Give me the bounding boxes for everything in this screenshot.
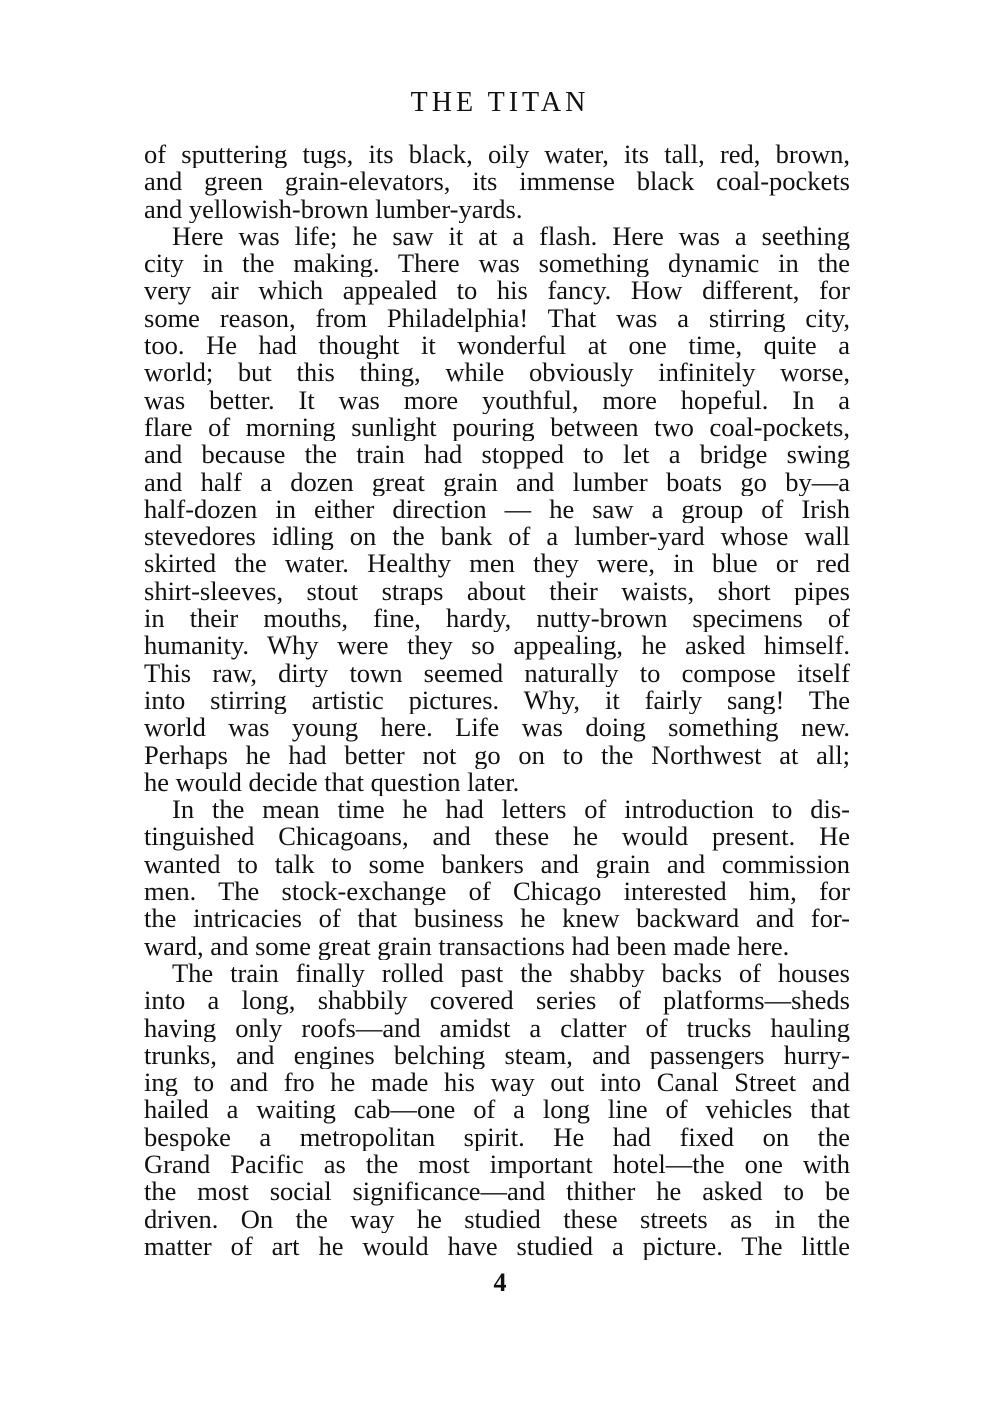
text-line: the most social significance—and thither he asked to be: [144, 1178, 850, 1206]
text-line: having only roofs—and amidst a clatter of trucks hauling: [144, 1014, 850, 1042]
text-line: too. He had thought it wonderful at one time, quite a: [144, 332, 850, 360]
text-line: wanted to talk to some bankers and grain and commission: [144, 850, 850, 879]
text-line: driven. On the way he studied these streets as in the: [144, 1205, 850, 1233]
text-line: ing to and fro he made his way out into Canal Street and: [144, 1069, 850, 1097]
text-line: ward, and some great grain transactions had been made here.: [144, 932, 790, 960]
body-text: [144, 141, 850, 1260]
text-line: shirt-sleeves, stout straps about their waists, short pipes: [144, 577, 850, 606]
text-line: Grand Pacific as the most important hotel—the one with: [144, 1150, 850, 1179]
text-line: world was young here. Life was doing something new.: [144, 714, 850, 742]
text-line: tinguished Chicagoans, and these he would present. He: [144, 823, 850, 851]
text-line: Perhaps he had better not go on to the Northwest at all;: [144, 741, 850, 769]
text-line: some reason, from Philadelphia! That was a stirring city,: [144, 304, 850, 333]
text-line: This raw, dirty town seemed naturally to compose itself: [144, 659, 850, 687]
text-line: and because the train had stopped to let a bridge swing: [144, 441, 850, 469]
text-line: half-dozen in either direction — he saw a group of Irish: [144, 495, 850, 524]
text-line: of sputtering tugs, its black, oily water, its tall, red, brown,: [144, 141, 850, 169]
text-line: into a long, shabbily covered series of platforms—sheds: [144, 987, 850, 1015]
text-line: trunks, and engines belching steam, and passengers hurry-: [144, 1041, 850, 1070]
page-number: 4: [493, 1268, 507, 1297]
text-line: skirted the water. Healthy men they were, in blue or red: [144, 550, 850, 578]
text-line: matter of art he would have studied a picture. The little: [144, 1232, 850, 1261]
text-line: bespoke a metropolitan spirit. He had fixed on the: [144, 1123, 850, 1151]
text-line: and green grain-elevators, its immense black coal-pockets: [144, 168, 850, 196]
text-line: hailed a waiting cab—one of a long line of vehicles that: [144, 1096, 850, 1124]
text-line: The train finally rolled past the shabby backs of houses: [172, 959, 850, 988]
text-line: world; but this thing, while obviously infinitely worse,: [144, 359, 850, 387]
text-line: and half a dozen great grain and lumber boats go by—a: [144, 468, 850, 496]
text-line: in their mouths, fine, hardy, nutty-brown specimens of: [144, 605, 850, 633]
text-line: and yellowish-brown lumber-yards.: [144, 195, 523, 223]
text-line: Here was life; he saw it at a flash. Here was a seething: [172, 222, 850, 251]
text-line: In the mean time he had letters of introduction to dis-: [172, 796, 850, 824]
text-line: city in the making. There was something dynamic in the: [144, 250, 850, 278]
text-line: men. The stock-exchange of Chicago interested him, for: [144, 878, 850, 906]
text-line: was better. It was more youthful, more hopeful. In a: [144, 386, 850, 414]
running-head: THE TITAN: [410, 87, 590, 118]
text-line: humanity. Why were they so appealing, he asked himself.: [144, 632, 850, 660]
text-line: flare of morning sunlight pouring between two coal-pockets,: [144, 413, 850, 442]
text-line: the intricacies of that business he knew backward and for-: [144, 905, 850, 933]
text-line: stevedores idling on the bank of a lumber-yard whose wall: [144, 523, 850, 551]
text-line: into stirring artistic pictures. Why, it fairly sang! The: [144, 686, 850, 715]
text-line: very air which appealed to his fancy. How different, for: [144, 277, 850, 305]
text-line: he would decide that question later.: [144, 768, 520, 797]
